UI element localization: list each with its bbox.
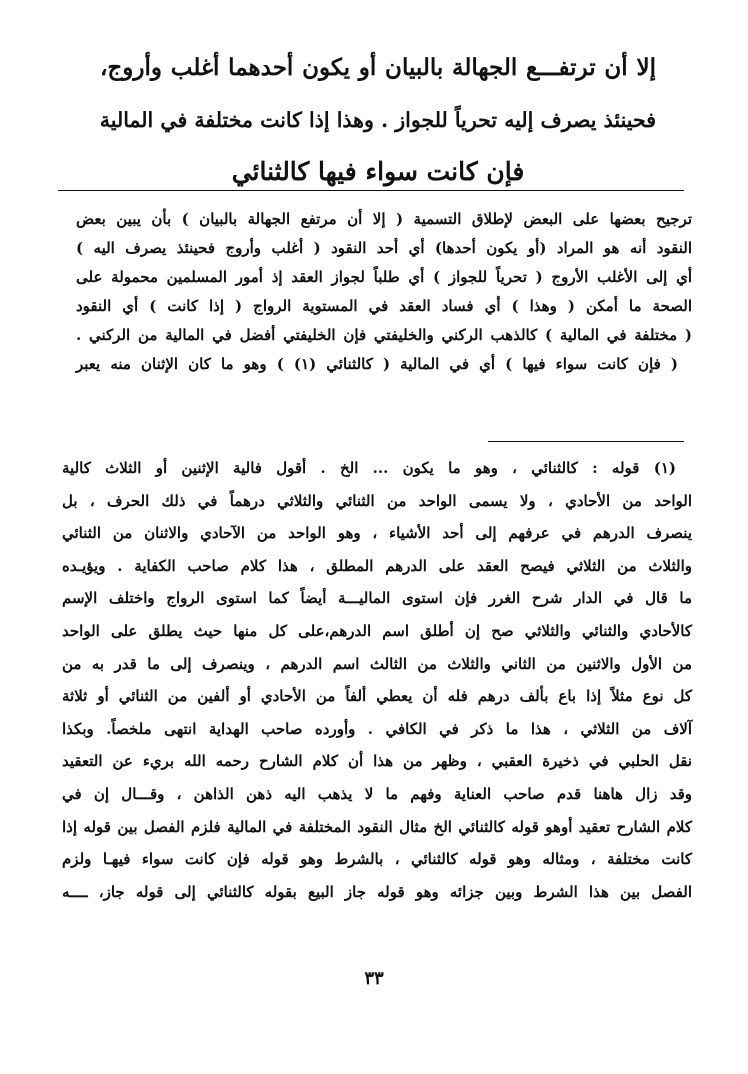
footnote-line: كلام الشارح تعقيد أوهو قوله كالثنائي الخ مثال النقود المختلفة في المالية فلزم الفصل بين قوله إذا <box>62 817 692 836</box>
footnote-line: الفصل بين هذا الشرط وبين جزائه وهو قوله جاز البيع بقوله كالثنائي إلى قوله جاز، ــــه <box>62 882 692 901</box>
footnote-line: نقل الحلبي في ذخيرة العقبي ، وظهر من هذا أن كلام الشارح رحمه الله بريء عن التعقيد <box>62 752 692 771</box>
commentary-line: أي إلى الأغلب الأروج ( تحرياً للجواز ) أي طلباً لجواز العقد إذ أمور المسلمين محمولة على <box>76 268 692 286</box>
footnotes-block <box>62 452 692 908</box>
commentary-line: ( فإن كانت سواء فيها ) أي في المالية ( كالثنائي (١) ) وهو ما كان الإثنان منه يعبر <box>76 355 678 373</box>
main-text-line: إلا أن ترتفـــع الجهالة بالبيان أو يكون أحدهما أغلب وأروج، <box>100 54 656 81</box>
footnote-line: ما قال في الدار شرح الغرر فإن استوى الماليـــة أيضاً كما استوى الرواج واختلف الإسم <box>62 589 692 608</box>
commentary-line: ترجيح بعضها على البعض لإطلاق التسمية ( إلا أن مرتفع الجهالة بالبيان ) بأن يبين بعض <box>76 210 692 228</box>
footnote-line: والثلاث من الثلاثي فيصح العقد على الدرهم المطلق ، هذا كلام صاحب الكفاية . ويؤيـده <box>62 556 692 575</box>
footnote-line: (١) قوله : كالثنائي ، وهو ما يكون ... الخ . أقول فالية الإثنين أو الثلاث كالية <box>62 459 676 477</box>
footnote-line: كانت مختلفة ، ومثاله وهو قوله كالثنائي ، بالشرط وهو قوله فإن كانت سواء فيهـا ولزم <box>62 850 692 869</box>
main-text-line: فحينئذ يصرف إليه تحرياً للجواز . وهذا إذا كانت مختلفة في المالية <box>99 108 656 132</box>
main-text-divider <box>58 190 684 191</box>
footnote-line: وقد زال هاهنا قدم صاحب العناية وفهم ما لا يذهب اليه ذهن الذاهن ، وقـــال إن في <box>62 784 692 803</box>
main-text-block <box>100 42 656 198</box>
footnote-line: الواحد من الأحادي ، ولا يسمى الواحد من الثنائي والثلاثي درهماً في ذلك الحرف ، بل <box>62 491 692 510</box>
main-text-line: فإن كانت سواء فيها كالثنائي <box>231 157 525 186</box>
commentary-line: الصحة ما أمكن ( وهذا ) أي فساد العقد في المستوية الرواج ( إذا كانت ) أي النقود <box>76 297 692 315</box>
footnote-line: من الأول والاثنين من الثاني والثلاث من الثالث اسم الدرهم ، وينصرف إلى ما قدر به من <box>62 654 692 673</box>
footnote-line: كالأحادي والثنائي والثلاثي صح إن أطلق اسم الدرهم،على كل منها حيث يطلق على الواحد <box>62 621 692 640</box>
commentary-line: ( مختلفة في المالية ) كالذهب الركني والخليفتي فإن الخليفتي أفضل في المالية من الركني . <box>76 326 692 344</box>
commentary-line: النقود أنه هو المراد (أو يكون أحدها) أي أحد النقود ( أغلب وأروج فحينئذ يصرف اليه ) <box>76 239 692 257</box>
footnote-line: ينصرف الدرهم في عرفهم إلى أحد الأشياء ، وهو الواحد من الآحادي والاثنان من الثنائي <box>62 524 692 543</box>
footnote-line: كل نوع مثلاً إذا باع بألف درهم فله أن يعطي ألفاً من الأحادي أو ألفين من الثنائي أو ثلاثة <box>62 687 692 706</box>
commentary-block <box>76 205 692 379</box>
footnote-divider <box>488 441 684 442</box>
page-number: ٣٣ <box>364 968 384 989</box>
footnote-line: آلاف من الثلاثي ، هذا ما ذكر في الكافي . وأورده صاحب الهداية انتهى ملخصاً. وبكذا <box>62 719 692 738</box>
